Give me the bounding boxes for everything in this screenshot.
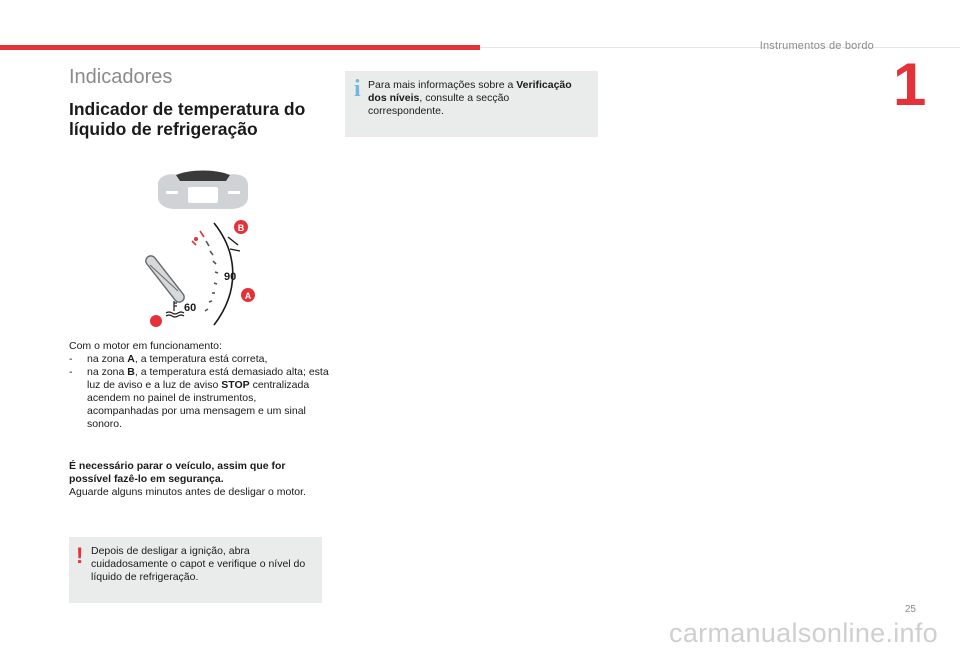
body-intro: Com o motor em funcionamento: [69,340,222,352]
temperature-gauge-illustration [130,165,280,335]
info-box [345,71,598,137]
warning-lamp-red-dot [150,315,162,327]
warning-text: Aguarde alguns minutos antes de desligar o motor. [69,486,306,498]
header-red-bar [0,45,480,50]
header-rule [480,47,960,48]
gauge-red-dot [194,237,198,241]
note-box [69,537,322,603]
tick-label-60: 60 [184,302,197,314]
chapter-number: 1 [893,51,927,118]
body-text [69,340,329,431]
list-item-text: na zona A, a temperatura está correta, [87,353,268,365]
list-dash: - [69,353,73,365]
list-item-text: na zona B, a temperatura está demasiado alta; esta luz de aviso e a luz de aviso STOP centralizada acendem no painel de instrumentos, acompanhadas por uma mensagem e um sinal sonoro. [87,366,329,430]
exclamation-icon: ! [76,543,84,568]
warning-block [69,460,329,499]
subsection-title: Indicador de temperatura do líquido de refrigeração [69,99,306,139]
tick-label-90: 90 [224,271,237,283]
instrument-panel-icon [158,171,248,210]
section-title: Indicadores [69,66,173,88]
gauge-needle-icon [144,254,186,304]
page-number: 25 [904,604,916,615]
note-text: Depois de desligar a ignição, abra cuidadosamente o capot e verifique o nível do líquido de refrigeração. [91,545,306,583]
list-item [69,366,329,431]
gauge-ticks [192,231,218,311]
badge-b-label: B [237,223,245,233]
watermark: carmanualsonline.info [669,618,938,648]
list-dash: - [69,366,73,378]
coolant-temperature-icon [166,301,184,317]
info-text: Para mais informações sobre a Verificação dos níveis, consulte a secção correspondente. [368,79,572,117]
warning-bold-text: É necessário parar o veículo, assim que for possível fazê-lo em segurança. [69,460,286,485]
list-item [69,353,329,366]
info-icon: i [354,76,361,102]
badge-a-label: A [244,291,252,301]
chapter-header-title: Instrumentos de bordo [759,40,874,52]
